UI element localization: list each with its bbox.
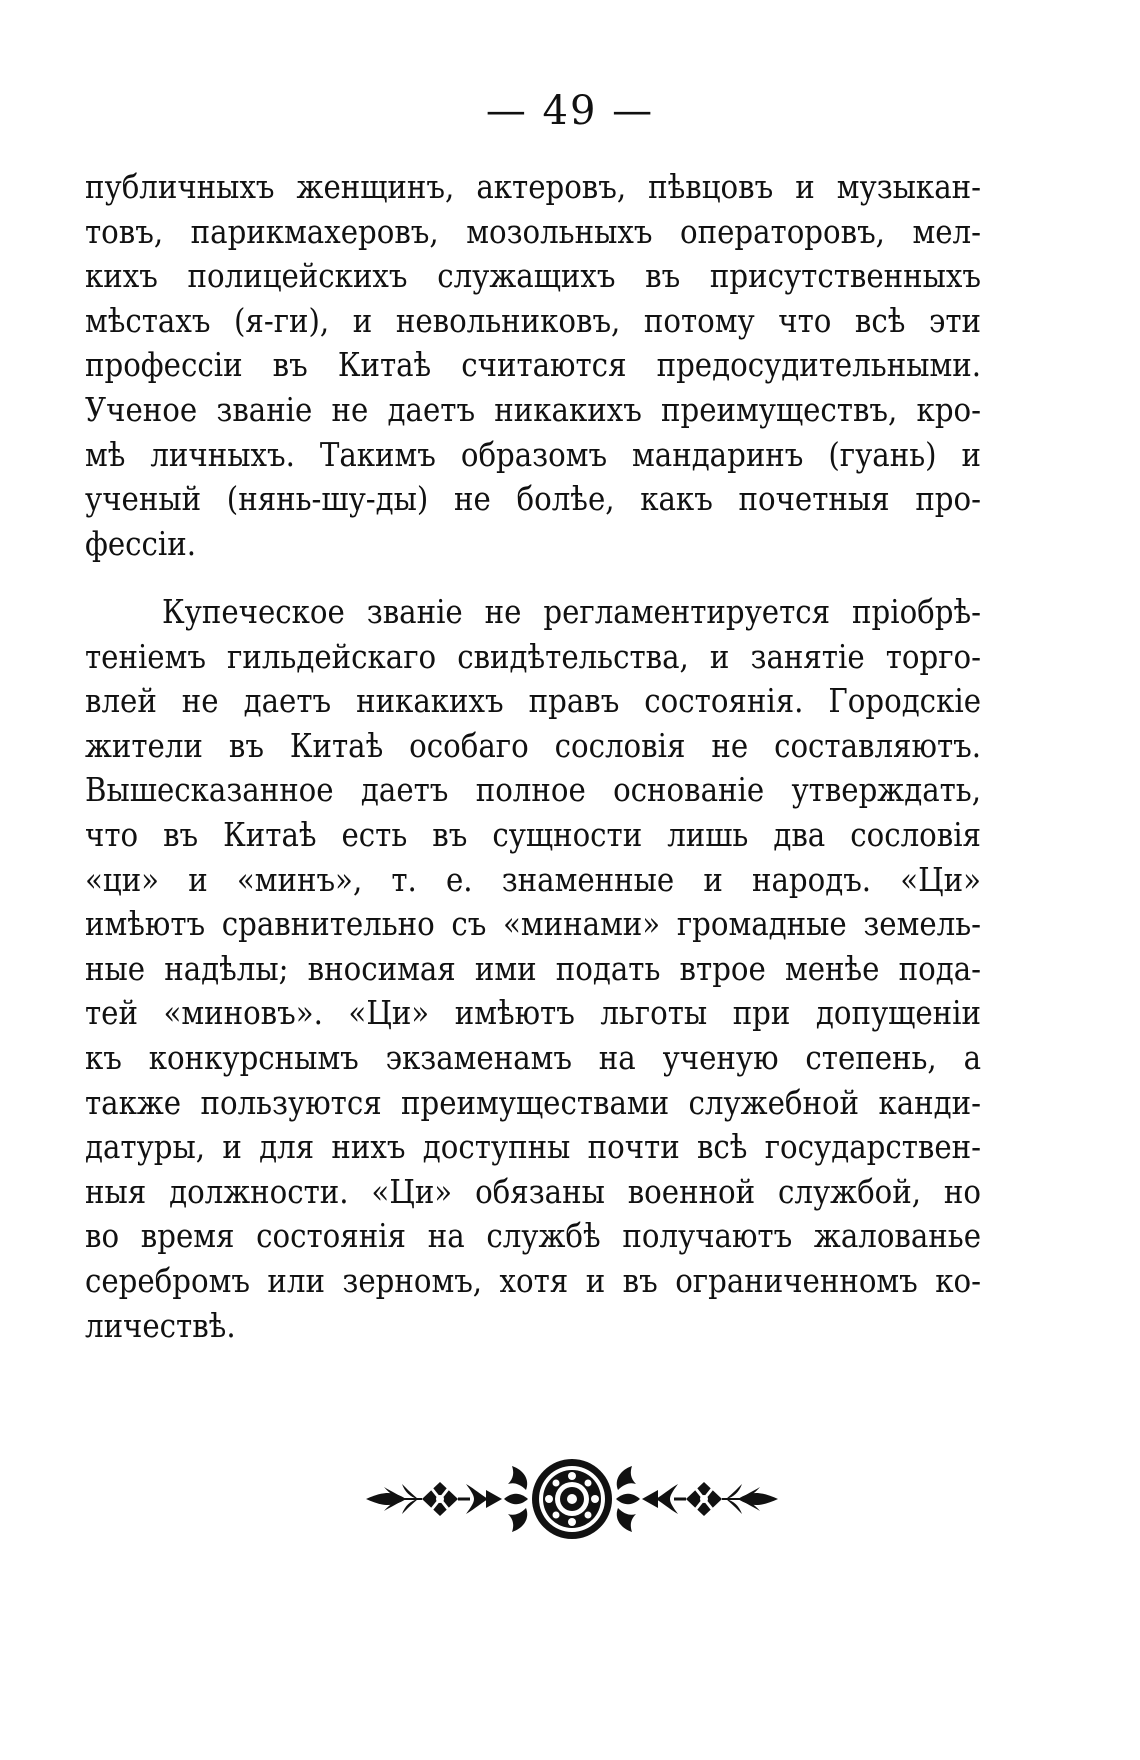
floral-tailpiece-ornament-icon — [362, 1454, 782, 1544]
text-line: серебромъ или зерномъ, хотя и въ ограниченномъ ко- — [85, 1261, 981, 1300]
text-line: ученый (нянь-шу-ды) не болѣе, какъ почетныя про- — [85, 480, 981, 519]
text-line: что въ Китаѣ есть въ сущности лишь два сословія — [85, 815, 981, 854]
text-line: публичныхъ женщинъ, актеровъ, пѣвцовъ и музыкан- — [85, 168, 981, 206]
text-line: мѣстахъ (я-ги), и невольниковъ, потому что всѣ эти — [85, 301, 981, 340]
text-line: имѣютъ сравнительно съ «минами» громадные земель- — [85, 905, 981, 944]
text-line: профессіи въ Китаѣ считаются предосудительными. — [85, 346, 981, 385]
text-line: Купеческое званіе не регламентируется пріобрѣ- — [162, 593, 981, 631]
text-line: товъ, парикмахеровъ, мозольныхъ операторовъ, мел- — [85, 212, 981, 251]
text-line: ные надѣлы; вносимая ими подать втрое менѣе пода- — [85, 949, 981, 988]
text-line: жители въ Китаѣ особаго сословія не составляютъ. — [85, 726, 981, 765]
text-line: «ци» и «минъ», т. е. знаменные и народъ. «Ци» — [85, 860, 981, 899]
text-line: тей «миновъ». «Ци» имѣютъ льготы при допущеніи — [85, 994, 981, 1033]
text-line: теніемъ гильдейскаго свидѣтельства, и занятіе торго- — [85, 637, 981, 676]
text-line: мѣ личныхъ. Такимъ образомъ мандаринъ (гуань) и — [85, 435, 981, 474]
text-line: личествѣ. — [85, 1306, 236, 1345]
text-line: Вышесказанное даетъ полное основаніе утверждать, — [85, 771, 981, 810]
text-line: къ конкурснымъ экзаменамъ на ученую степень, а — [85, 1038, 981, 1077]
text-line: Ученое званіе не даетъ никакихъ преимуществъ, кро- — [85, 390, 981, 429]
text-line: во время состоянія на службѣ получаютъ жалованье — [85, 1217, 981, 1256]
paragraph-1 — [85, 165, 981, 566]
text-line: влей не даетъ никакихъ правъ состоянія. Городскіе — [85, 682, 981, 721]
page-number: — 49 — — [485, 88, 655, 134]
paragraph-2 — [85, 590, 981, 1348]
text-line: кихъ полицейскихъ служащихъ въ присутственныхъ — [85, 257, 981, 296]
text-line: датуры, и для нихъ доступны почти всѣ государствен- — [85, 1128, 981, 1167]
text-line: ныя должности. «Ци» обязаны военной службой, но — [85, 1172, 981, 1211]
text-line: фессіи. — [85, 524, 197, 563]
text-line: также пользуются преимуществами служебной канди- — [85, 1083, 981, 1122]
